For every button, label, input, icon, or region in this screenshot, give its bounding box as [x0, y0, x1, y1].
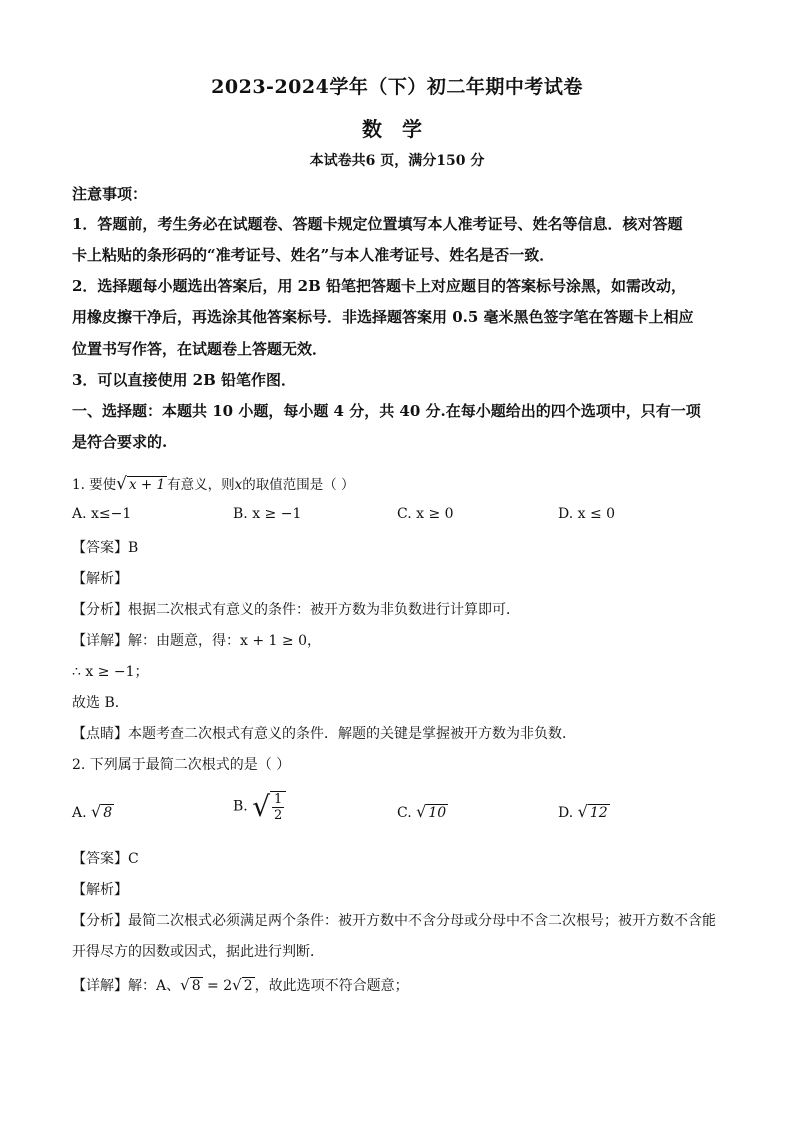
q1-fenxi: 【分析】根据二次根式有意义的条件：被开方数为非负数进行计算即可． [72, 602, 520, 618]
radicand: 8 [103, 805, 113, 821]
q2-fenxi-line1: 【分析】最简二次根式必须满足两个条件：被开方数中不含分母或分母中不含二次根号；被开方数不含能 [72, 913, 716, 929]
note-line: 3．可以直接使用 2B 铅笔作图． [72, 371, 296, 389]
q1-suffix2: 的取值范围是（ ） [242, 477, 355, 493]
exam-meta: 本试卷共6 页，满分150 分 [309, 153, 485, 169]
q2-option-b[interactable] [233, 790, 286, 823]
sqrt-expression: √ 8 [180, 976, 201, 994]
q2-option-d[interactable] [558, 802, 610, 821]
note-line: 用橡皮擦干净后，再选涂其他答案标号．非选择题答案用 0.5 毫米黑色签字笔在答题卡上相应 [72, 308, 694, 326]
xiangjie-prefix: 【详解】解：A、 [72, 978, 181, 994]
subject-title: 数学 [362, 117, 442, 141]
q2-answer: 【答案】C [72, 851, 139, 867]
q2-analysis-label: 【解析】 [72, 882, 128, 898]
q2-option-c[interactable] [397, 802, 448, 821]
note-line: 位置书写作答，在试题卷上答题无效． [72, 340, 328, 358]
q1-option-b[interactable]: B. x ≥ −1 [233, 506, 302, 522]
note-line: 1．答题前，考生务必在试题卷、答题卡规定位置填写本人准考证号、姓名等信息．核对答题 [72, 215, 683, 233]
radicand: 2 [243, 978, 253, 994]
radicand: 10 [428, 805, 447, 821]
radicand: 8 [191, 978, 201, 994]
q1-answer: 【答案】B [72, 540, 139, 556]
sqrt-expression: √ 8 [91, 802, 113, 821]
question-1-stem [72, 473, 355, 494]
denominator: 2 [274, 807, 283, 823]
option-label: C. [397, 805, 412, 821]
q1-prefix: 1. 要使 [72, 477, 117, 493]
q1-dianjing: 【点睛】本题考查二次根式有意义的条件．解题的关键是掌握被开方数为非负数． [72, 726, 576, 742]
notes-heading: 注意事项： [72, 185, 148, 203]
radicand: x + 1 [129, 477, 166, 493]
q1-option-c[interactable]: C. x ≥ 0 [397, 506, 454, 522]
q1-suffix: 有意义，则 [167, 477, 235, 493]
sqrt-expression: √ x + 1 [116, 474, 166, 494]
option-label: D. [558, 805, 574, 821]
q1-xiangjie: 【详解】解：由题意，得：x + 1 ≥ 0， [72, 633, 321, 649]
sqrt-expression: √ 12 [577, 802, 608, 821]
q1-choose: 故选 B． [72, 695, 129, 711]
q2-xiangjie [72, 975, 409, 995]
question-2-stem: 2. 下列属于最简二次根式的是（ ） [72, 757, 291, 773]
fraction [270, 791, 286, 823]
option-label: B. [233, 798, 248, 815]
variable: x [234, 477, 243, 493]
exam-title: 2023-2024学年（下）初二年期中考试卷 [211, 76, 583, 98]
section-heading-cont: 是符合要求的. [72, 433, 168, 451]
equals-part: = 2 [202, 978, 233, 994]
note-line: 2．选择题每小题选出答案后，用 2B 铅笔把答题卡上对应题目的答案标号涂黑，如需改动， [72, 277, 687, 295]
sqrt-fraction: √ $\frac{1}{2}$ [252, 790, 286, 823]
q2-option-a[interactable] [72, 802, 114, 821]
option-label: A. [72, 805, 87, 821]
note-line: 卡上粘贴的条形码的“准考证号、姓名”与本人准考证号、姓名是否一致． [72, 246, 555, 264]
numerator: 1 [274, 791, 283, 807]
section-heading: 一、选择题：本题共 10 小题，每小题 4 分，共 40 分.在每小题给出的四个选项中，只有一项 [72, 402, 701, 420]
q1-analysis-label: 【解析】 [72, 571, 128, 587]
radicand: 12 [589, 805, 608, 821]
sqrt-expression: √ 10 [416, 802, 447, 821]
q2-fenxi-line2: 开得尽方的因数或因式，据此进行判断． [72, 944, 324, 960]
sqrt-expression: √ 2 [232, 976, 253, 994]
xiangjie-suffix: ，故此选项不符合题意； [254, 978, 409, 994]
q1-step2: ∴ x ≥ −1； [72, 664, 149, 680]
q1-option-a[interactable]: A. x≤−1 [72, 506, 132, 522]
q1-option-d[interactable]: D. x ≤ 0 [558, 506, 616, 522]
